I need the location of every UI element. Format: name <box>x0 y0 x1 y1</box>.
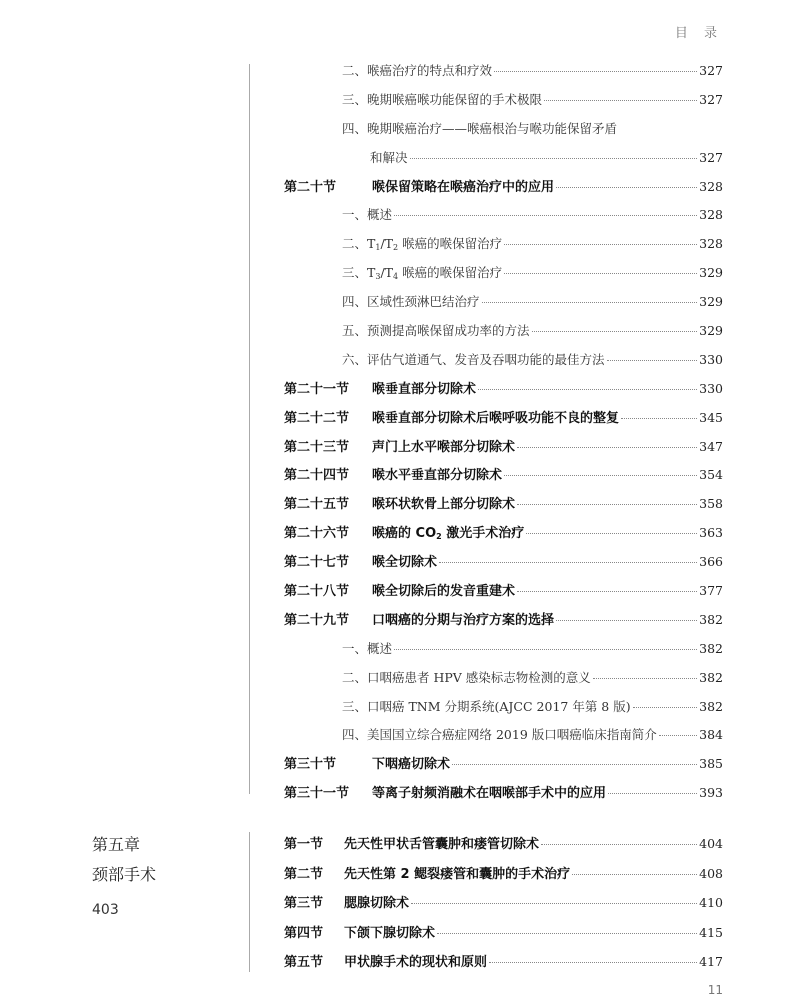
section-label: 第二十八节 <box>284 584 350 600</box>
toc-entry[interactable] <box>284 635 723 664</box>
section-label: 第二节 <box>284 866 324 882</box>
entry-title: 四、晚期喉癌治疗——喉癌根治与喉功能保留矛盾 <box>342 120 618 136</box>
entry-title: 和解决 <box>370 149 408 165</box>
entry-page: 328 <box>699 236 723 252</box>
toc-section[interactable] <box>284 173 723 202</box>
section-page: 358 <box>699 496 723 512</box>
toc-section[interactable] <box>284 829 723 859</box>
toc-entry[interactable] <box>284 115 723 144</box>
entry-title: 三、$T_3/T_4$ 喉癌的喉保留治疗 <box>342 265 503 282</box>
chapter-number: 第五章 <box>92 835 141 854</box>
leader-dots <box>526 533 697 534</box>
running-head: 目 录 <box>674 26 723 41</box>
leader-dots <box>494 71 697 72</box>
leader-dots <box>633 707 698 708</box>
section-title: 下咽癌切除术 <box>372 757 451 773</box>
section-label: 第二十七节 <box>284 555 350 571</box>
leader-dots <box>504 273 697 274</box>
toc-section[interactable] <box>284 918 723 948</box>
section-title: 声门上水平喉部分切除术 <box>372 439 516 455</box>
section-title: 腮腺切除术 <box>344 896 410 911</box>
entry-title: 一、概述 <box>342 207 393 223</box>
toc-section[interactable] <box>284 461 723 490</box>
leader-dots <box>439 562 697 563</box>
toc-entry[interactable] <box>284 201 723 230</box>
leader-dots <box>411 903 697 904</box>
toc-list-bottom <box>284 829 723 977</box>
leader-dots <box>517 591 697 592</box>
section-title: 甲状腺手术的现状和原则 <box>344 955 488 970</box>
entry-title: 五、预测提高喉保留成功率的方法 <box>342 323 530 339</box>
toc-section[interactable] <box>284 577 723 606</box>
entry-title: 三、晚期喉癌喉功能保留的手术极限 <box>342 91 543 107</box>
section-label: 第五节 <box>284 955 324 970</box>
entry-page: 329 <box>699 294 723 310</box>
section-page: 408 <box>699 865 723 881</box>
toc-entry[interactable] <box>284 664 723 693</box>
section-page: 328 <box>699 178 723 194</box>
leader-dots <box>482 302 698 303</box>
toc-section[interactable] <box>284 404 723 433</box>
leader-dots <box>394 215 697 216</box>
section-label: 第三十节 <box>284 757 337 773</box>
entry-title: 二、$T_1/T_2$ 喉癌的喉保留治疗 <box>342 236 503 253</box>
leader-dots <box>556 620 697 621</box>
leader-dots <box>541 844 697 845</box>
page-number: 11 <box>707 983 723 997</box>
section-page: 385 <box>699 756 723 772</box>
toc-entry[interactable] <box>284 721 723 750</box>
section-page: 366 <box>699 554 723 570</box>
section-title: 喉全切除后的发音重建术 <box>372 584 516 600</box>
section-title: 先天性第 2 鳃裂瘘管和囊肿的手术治疗 <box>344 866 571 882</box>
section-label: 第二十节 <box>284 179 337 195</box>
entry-page: 327 <box>699 91 723 107</box>
section-title: 喉全切除术 <box>372 555 438 571</box>
entry-page: 330 <box>699 351 723 367</box>
entry-page: 382 <box>699 669 723 685</box>
entry-page: 384 <box>699 727 723 743</box>
entry-title: 三、口咽癌 TNM 分期系统(AJCC 2017 年第 8 版) <box>342 698 631 714</box>
toc-divider-bottom <box>249 832 250 972</box>
leader-dots <box>608 793 697 794</box>
section-page: 404 <box>699 836 723 851</box>
entry-page: 329 <box>699 323 723 339</box>
section-title: 喉癌的 $CO_2$ 激光手术治疗 <box>372 526 525 542</box>
leader-dots <box>517 504 697 505</box>
section-label: 第二十一节 <box>284 381 350 397</box>
toc-entry[interactable] <box>284 288 723 317</box>
section-title: 等离子射频消融术在咽喉部手术中的应用 <box>372 786 607 802</box>
section-page: 345 <box>699 409 723 425</box>
toc-section[interactable] <box>284 947 723 977</box>
section-title: 喉垂直部分切除术 <box>372 381 477 397</box>
toc-entry[interactable] <box>284 259 723 288</box>
toc-entry[interactable] <box>284 346 723 375</box>
section-page: 330 <box>699 380 723 396</box>
leader-dots <box>659 735 697 736</box>
toc-section[interactable] <box>284 859 723 889</box>
leader-dots <box>572 874 697 875</box>
leader-dots <box>394 649 697 650</box>
section-label: 第二十二节 <box>284 410 350 426</box>
leader-dots <box>452 764 697 765</box>
leader-dots <box>544 100 697 101</box>
entry-title: 一、概述 <box>342 640 393 656</box>
section-title: 下颌下腺切除术 <box>344 925 436 941</box>
section-label: 第三十一节 <box>284 786 350 802</box>
section-title: 喉保留策略在喉癌治疗中的应用 <box>372 179 555 195</box>
toc-entry[interactable] <box>284 317 723 346</box>
section-page: 377 <box>699 583 723 599</box>
section-page: 415 <box>699 924 723 940</box>
toc-entry[interactable] <box>284 86 723 115</box>
entry-title: 四、美国国立综合癌症网络 2019 版口咽癌临床指南简介 <box>342 727 657 743</box>
section-label: 第二十三节 <box>284 439 350 455</box>
section-page: 417 <box>699 954 723 969</box>
section-label: 第四节 <box>284 925 324 941</box>
toc-section[interactable] <box>284 779 723 808</box>
section-page: 382 <box>699 611 723 627</box>
leader-dots <box>478 389 697 390</box>
section-label: 第二十九节 <box>284 612 350 628</box>
section-label: 第二十五节 <box>284 497 350 513</box>
entry-page: 382 <box>699 640 723 656</box>
toc-divider-top <box>249 64 250 794</box>
toc-list-top <box>284 57 723 808</box>
section-page: 354 <box>699 467 723 483</box>
section-label: 第二十四节 <box>284 468 350 484</box>
leader-dots <box>410 158 698 159</box>
section-page: 393 <box>699 785 723 801</box>
toc-section[interactable] <box>284 888 723 918</box>
entry-title: 二、喉癌治疗的特点和疗效 <box>342 63 493 78</box>
toc-entry[interactable] <box>284 57 723 86</box>
section-title: 喉垂直部分切除术后喉呼吸功能不良的整复 <box>372 410 620 426</box>
entry-page: 328 <box>699 207 723 223</box>
entry-page: 329 <box>699 265 723 281</box>
entry-title: 二、口咽癌患者 HPV 感染标志物检测的意义 <box>342 669 591 685</box>
section-page: 363 <box>699 525 723 541</box>
section-label: 第二十六节 <box>284 526 350 542</box>
leader-dots <box>504 244 697 245</box>
chapter-title: 颈部手术 <box>92 865 157 884</box>
leader-dots <box>607 360 698 361</box>
toc-entry[interactable] <box>284 230 723 259</box>
leader-dots <box>621 418 697 419</box>
section-title: 先天性甲状舌管囊肿和瘘管切除术 <box>344 837 540 852</box>
entry-page: 382 <box>699 698 723 714</box>
leader-dots <box>593 678 697 679</box>
toc-entry-continuation[interactable] <box>284 144 723 173</box>
section-label: 第一节 <box>284 837 324 852</box>
toc-section[interactable] <box>284 750 723 779</box>
toc-section[interactable] <box>284 548 723 577</box>
leader-dots <box>504 475 697 476</box>
leader-dots <box>556 187 697 188</box>
leader-dots <box>437 933 697 934</box>
toc-section[interactable] <box>284 519 723 548</box>
entry-page: 327 <box>699 63 723 78</box>
entry-title: 四、区域性颈淋巴结治疗 <box>342 294 480 310</box>
section-label: 第三节 <box>284 896 324 911</box>
toc-section[interactable] <box>284 375 723 404</box>
leader-dots <box>489 962 697 963</box>
section-page: 347 <box>699 438 723 454</box>
toc-section[interactable] <box>284 490 723 519</box>
entry-title: 六、评估气道通气、发音及吞咽功能的最佳方法 <box>342 351 605 367</box>
toc-section[interactable] <box>284 606 723 635</box>
leader-dots <box>532 331 698 332</box>
section-page: 410 <box>699 895 723 910</box>
section-title: 喉环状软骨上部分切除术 <box>372 497 516 513</box>
leader-dots <box>517 447 697 448</box>
toc-entry[interactable] <box>284 693 723 722</box>
chapter-heading <box>92 832 156 918</box>
section-title: 口咽癌的分期与治疗方案的选择 <box>372 612 555 628</box>
section-title: 喉水平垂直部分切除术 <box>372 468 503 484</box>
toc-section[interactable] <box>284 433 723 462</box>
entry-page: 327 <box>699 149 723 165</box>
chapter-start-page: 403 <box>92 902 119 918</box>
